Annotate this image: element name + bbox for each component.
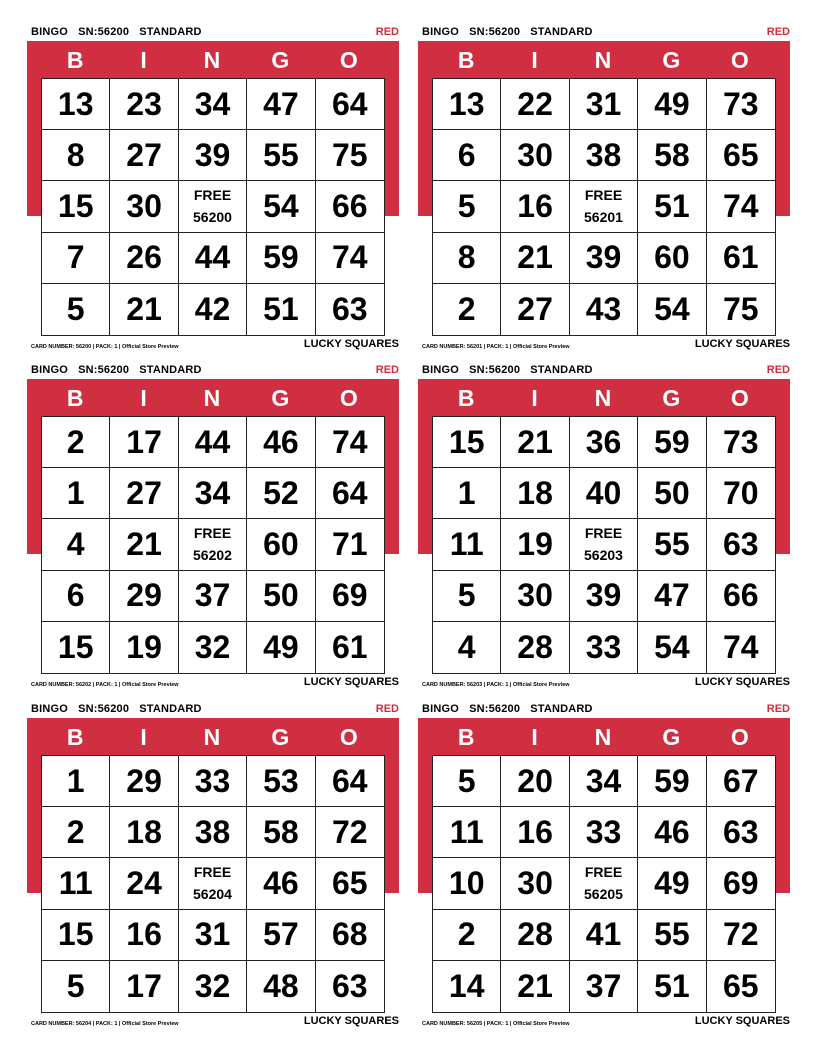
grid-cell: 33: [179, 756, 247, 807]
grid-cell: 37: [570, 961, 638, 1012]
free-label: FREE: [584, 525, 623, 542]
card-title: [31, 364, 202, 376]
number-grid: [432, 78, 776, 336]
grid-cell: 54: [638, 622, 706, 673]
grid-cell: 28: [501, 622, 569, 673]
number-grid: [432, 416, 776, 674]
grid-cell: 72: [316, 807, 384, 858]
card-header: [27, 702, 399, 718]
grid-cell: 54: [247, 181, 315, 232]
card-header: [418, 363, 790, 379]
grid-cell: 58: [638, 130, 706, 181]
grid-cell: 64: [316, 756, 384, 807]
grid-cell: 34: [179, 79, 247, 130]
number-grid: [432, 755, 776, 1013]
grid-cell: 8: [42, 130, 110, 181]
card-color-label: RED: [766, 26, 790, 38]
letter-header: G: [662, 47, 681, 73]
letter-header: I: [531, 724, 538, 750]
grid-cell: 46: [247, 858, 315, 909]
grid-cell: 50: [247, 571, 315, 622]
grid-cell: 1: [433, 468, 501, 519]
bingo-card: [27, 702, 399, 1028]
grid-cell: 40: [570, 468, 638, 519]
free-card-number: 56201: [584, 209, 623, 226]
grid-cell: 59: [247, 233, 315, 284]
free-space: [570, 858, 638, 909]
card-title: [31, 703, 202, 715]
game-name: BINGO: [31, 703, 69, 715]
grid-cell: 74: [316, 417, 384, 468]
serial-number: SN:56200: [78, 364, 130, 376]
brand-name: LUCKY SQUARES: [303, 676, 399, 688]
grid-cell: 54: [638, 284, 706, 335]
grid-cell: 26: [110, 233, 178, 284]
grid-cell: 37: [179, 571, 247, 622]
letter-header: G: [662, 385, 681, 411]
grid-cell: 4: [433, 622, 501, 673]
grid-cell: 74: [316, 233, 384, 284]
game-name: BINGO: [422, 364, 460, 376]
grid-cell: 42: [179, 284, 247, 335]
grid-cell: 1: [42, 756, 110, 807]
card-footer-info: CARD NUMBER: 56201 | PACK: 1 | Official Store Preview: [422, 344, 570, 350]
grid-cell: 15: [42, 910, 110, 961]
game-type: STANDARD: [530, 364, 593, 376]
grid-cell: 29: [110, 571, 178, 622]
card-header: [27, 25, 399, 41]
grid-cell: 16: [501, 807, 569, 858]
grid-cell: 27: [501, 284, 569, 335]
bingo-letters: [432, 43, 774, 77]
brand-name: LUCKY SQUARES: [303, 1015, 399, 1027]
free-card-number: 56202: [193, 547, 232, 564]
free-card-number: 56205: [584, 886, 623, 903]
grid-cell: 2: [433, 910, 501, 961]
grid-cell: 16: [501, 181, 569, 232]
grid-cell: 71: [316, 519, 384, 570]
grid-cell: 75: [723, 290, 759, 327]
free-label: FREE: [193, 864, 232, 881]
grid-cell: 24: [110, 858, 178, 909]
grid-cell: 5: [433, 571, 501, 622]
grid-cell: 21: [501, 961, 569, 1012]
card-color-label: RED: [766, 703, 790, 715]
free-card-number: 56204: [193, 886, 232, 903]
grid-cell: 21: [110, 284, 178, 335]
free-card-number: 56203: [584, 547, 623, 564]
letter-header: I: [531, 385, 538, 411]
grid-cell: 63: [332, 290, 368, 327]
number-grid: [41, 755, 385, 1013]
grid-cell: 47: [638, 571, 706, 622]
grid-cell: 61: [707, 233, 775, 284]
grid-cell: 39: [179, 130, 247, 181]
free-space: [179, 519, 247, 570]
card-header: [418, 25, 790, 41]
game-name: BINGO: [31, 26, 69, 38]
grid-cell: 66: [316, 181, 384, 232]
grid-cell: 6: [42, 571, 110, 622]
number-grid: [41, 416, 385, 674]
serial-number: SN:56200: [78, 703, 130, 715]
grid-cell: 27: [110, 130, 178, 181]
serial-number: SN:56200: [469, 703, 521, 715]
grid-cell: 5: [42, 284, 110, 335]
bingo-letters: [432, 720, 774, 754]
card-footer-info: CARD NUMBER: 56200 | PACK: 1 | Official Store Preview: [31, 344, 179, 350]
grid-cell: 55: [247, 130, 315, 181]
bingo-letters: [41, 43, 383, 77]
grid-cell: 5: [42, 961, 110, 1012]
grid-cell: 2: [433, 284, 501, 335]
grid-cell: 57: [247, 910, 315, 961]
letter-header: B: [66, 385, 84, 411]
grid-cell: 15: [433, 417, 501, 468]
grid-cell: 17: [110, 417, 178, 468]
grid-cell: 4: [42, 519, 110, 570]
grid-cell: 48: [247, 961, 315, 1012]
grid-cell: 16: [110, 910, 178, 961]
grid-cell: 8: [433, 233, 501, 284]
grid-cell: 21: [501, 417, 569, 468]
grid-cell: 51: [247, 284, 315, 335]
letter-header: O: [339, 385, 358, 411]
card-color-label: RED: [375, 703, 399, 715]
letter-header: O: [339, 724, 358, 750]
grid-cell: 59: [638, 756, 706, 807]
grid-cell: 27: [110, 468, 178, 519]
brand-name: LUCKY SQUARES: [303, 338, 399, 350]
brand-name: LUCKY SQUARES: [694, 338, 790, 350]
letter-header: O: [730, 47, 749, 73]
serial-number: SN:56200: [469, 26, 521, 38]
grid-cell: 65: [707, 130, 775, 181]
grid-cell: 13: [433, 79, 501, 130]
grid-cell: 58: [247, 807, 315, 858]
bingo-card: [27, 25, 399, 351]
grid-cell: 17: [110, 961, 178, 1012]
grid-cell: 30: [501, 858, 569, 909]
grid-cell: 19: [110, 622, 178, 673]
grid-cell: 51: [638, 181, 706, 232]
letter-header: B: [457, 47, 475, 73]
grid-cell: 55: [638, 910, 706, 961]
grid-cell: 46: [638, 807, 706, 858]
grid-cell: 63: [707, 519, 775, 570]
grid-cell: 63: [707, 807, 775, 858]
grid-cell: 46: [247, 417, 315, 468]
grid-cell: 49: [638, 858, 706, 909]
letter-header: I: [531, 47, 538, 73]
grid-cell: 11: [433, 807, 501, 858]
grid-cell: 5: [433, 756, 501, 807]
grid-cell: 7: [42, 233, 110, 284]
grid-cell: 18: [501, 468, 569, 519]
grid-cell: 43: [570, 284, 638, 335]
grid-cell: 55: [638, 519, 706, 570]
grid-cell: 41: [570, 910, 638, 961]
grid-cell: 44: [179, 417, 247, 468]
game-type: STANDARD: [139, 26, 202, 38]
grid-cell: 28: [501, 910, 569, 961]
grid-cell: 31: [179, 910, 247, 961]
free-space: [570, 519, 638, 570]
card-color-label: RED: [375, 26, 399, 38]
grid-cell: 66: [707, 571, 775, 622]
grid-cell: 33: [570, 622, 638, 673]
grid-cell: 69: [316, 571, 384, 622]
letter-header: G: [662, 724, 681, 750]
grid-cell: 14: [433, 961, 501, 1012]
grid-cell: 30: [501, 130, 569, 181]
letter-header: B: [457, 724, 475, 750]
grid-cell: 70: [707, 468, 775, 519]
grid-cell: 22: [501, 79, 569, 130]
free-label: FREE: [584, 864, 623, 881]
bingo-letters: [432, 381, 774, 415]
grid-cell: 34: [179, 468, 247, 519]
free-space: [179, 858, 247, 909]
serial-number: SN:56200: [78, 26, 130, 38]
letter-header: N: [203, 47, 221, 73]
letter-header: N: [594, 724, 612, 750]
grid-cell: 31: [570, 79, 638, 130]
free-label: FREE: [193, 187, 232, 204]
grid-cell: 20: [501, 756, 569, 807]
grid-cell: 52: [247, 468, 315, 519]
grid-cell: 19: [501, 519, 569, 570]
grid-cell: 64: [316, 79, 384, 130]
game-type: STANDARD: [139, 703, 202, 715]
grid-cell: 73: [707, 417, 775, 468]
grid-cell: 38: [179, 807, 247, 858]
free-label: FREE: [193, 525, 232, 542]
grid-cell: 65: [316, 858, 384, 909]
letter-header: B: [66, 47, 84, 73]
grid-cell: 13: [42, 79, 110, 130]
grid-cell: 11: [433, 519, 501, 570]
grid-cell: 75: [316, 130, 384, 181]
grid-cell: 65: [723, 967, 759, 1004]
free-space: [179, 181, 247, 232]
grid-cell: 72: [707, 910, 775, 961]
letter-header: N: [203, 724, 221, 750]
letter-header: N: [594, 385, 612, 411]
card-title: [31, 26, 202, 38]
card-header: [418, 702, 790, 718]
game-type: STANDARD: [139, 364, 202, 376]
grid-cell: 29: [110, 756, 178, 807]
bingo-card: [418, 363, 790, 689]
grid-cell: 11: [42, 858, 110, 909]
grid-cell: 1: [42, 468, 110, 519]
grid-cell: 39: [570, 571, 638, 622]
game-type: STANDARD: [530, 703, 593, 715]
card-title: [422, 364, 593, 376]
grid-cell: 60: [638, 233, 706, 284]
grid-cell: 64: [316, 468, 384, 519]
grid-cell: 2: [42, 807, 110, 858]
letter-header: N: [203, 385, 221, 411]
grid-cell: 18: [110, 807, 178, 858]
grid-cell: 47: [247, 79, 315, 130]
brand-name: LUCKY SQUARES: [694, 1015, 790, 1027]
letter-header: O: [339, 47, 358, 73]
grid-cell: 36: [570, 417, 638, 468]
card-color-label: RED: [375, 364, 399, 376]
letter-header: B: [457, 385, 475, 411]
grid-cell: 30: [501, 571, 569, 622]
free-space: [570, 181, 638, 232]
free-card-number: 56200: [193, 209, 232, 226]
free-label: FREE: [584, 187, 623, 204]
bingo-letters: [41, 381, 383, 415]
letter-header: B: [66, 724, 84, 750]
grid-cell: 2: [42, 417, 110, 468]
grid-cell: 74: [707, 181, 775, 232]
serial-number: SN:56200: [469, 364, 521, 376]
grid-cell: 60: [247, 519, 315, 570]
card-footer-info: CARD NUMBER: 56203 | PACK: 1 | Official Store Preview: [422, 682, 570, 688]
letter-header: I: [140, 724, 147, 750]
grid-cell: 49: [638, 79, 706, 130]
grid-cell: 38: [570, 130, 638, 181]
letter-header: G: [271, 724, 290, 750]
grid-cell: 74: [723, 628, 759, 665]
grid-cell: 34: [570, 756, 638, 807]
letter-header: G: [271, 47, 290, 73]
grid-cell: 21: [110, 519, 178, 570]
bingo-letters: [41, 720, 383, 754]
grid-cell: 10: [433, 858, 501, 909]
brand-name: LUCKY SQUARES: [694, 676, 790, 688]
game-type: STANDARD: [530, 26, 593, 38]
letter-header: I: [140, 47, 147, 73]
card-title: [422, 703, 593, 715]
grid-cell: 6: [433, 130, 501, 181]
card-color-label: RED: [766, 364, 790, 376]
game-name: BINGO: [422, 26, 460, 38]
letter-header: I: [140, 385, 147, 411]
game-name: BINGO: [422, 703, 460, 715]
grid-cell: 61: [332, 628, 368, 665]
grid-cell: 51: [638, 961, 706, 1012]
card-footer-info: CARD NUMBER: 56202 | PACK: 1 | Official Store Preview: [31, 682, 179, 688]
letter-header: N: [594, 47, 612, 73]
grid-cell: 49: [247, 622, 315, 673]
grid-cell: 59: [638, 417, 706, 468]
card-title: [422, 26, 593, 38]
grid-cell: 15: [42, 181, 110, 232]
grid-cell: 69: [707, 858, 775, 909]
grid-cell: 44: [179, 233, 247, 284]
grid-cell: 50: [638, 468, 706, 519]
grid-cell: 39: [570, 233, 638, 284]
grid-cell: 30: [110, 181, 178, 232]
grid-cell: 32: [179, 622, 247, 673]
grid-cell: 63: [332, 967, 368, 1004]
card-footer-info: CARD NUMBER: 56204 | PACK: 1 | Official Store Preview: [31, 1021, 179, 1027]
bingo-card: [27, 363, 399, 689]
grid-cell: 33: [570, 807, 638, 858]
letter-header: G: [271, 385, 290, 411]
bingo-card: [418, 702, 790, 1028]
card-footer-info: CARD NUMBER: 56205 | PACK: 1 | Official Store Preview: [422, 1021, 570, 1027]
card-header: [27, 363, 399, 379]
number-grid: [41, 78, 385, 336]
grid-cell: 15: [42, 622, 110, 673]
grid-cell: 73: [707, 79, 775, 130]
grid-cell: 67: [707, 756, 775, 807]
game-name: BINGO: [31, 364, 69, 376]
grid-cell: 5: [433, 181, 501, 232]
letter-header: O: [730, 724, 749, 750]
grid-cell: 53: [247, 756, 315, 807]
letter-header: O: [730, 385, 749, 411]
grid-cell: 21: [501, 233, 569, 284]
grid-cell: 23: [110, 79, 178, 130]
bingo-card: [418, 25, 790, 351]
grid-cell: 68: [316, 910, 384, 961]
grid-cell: 32: [179, 961, 247, 1012]
